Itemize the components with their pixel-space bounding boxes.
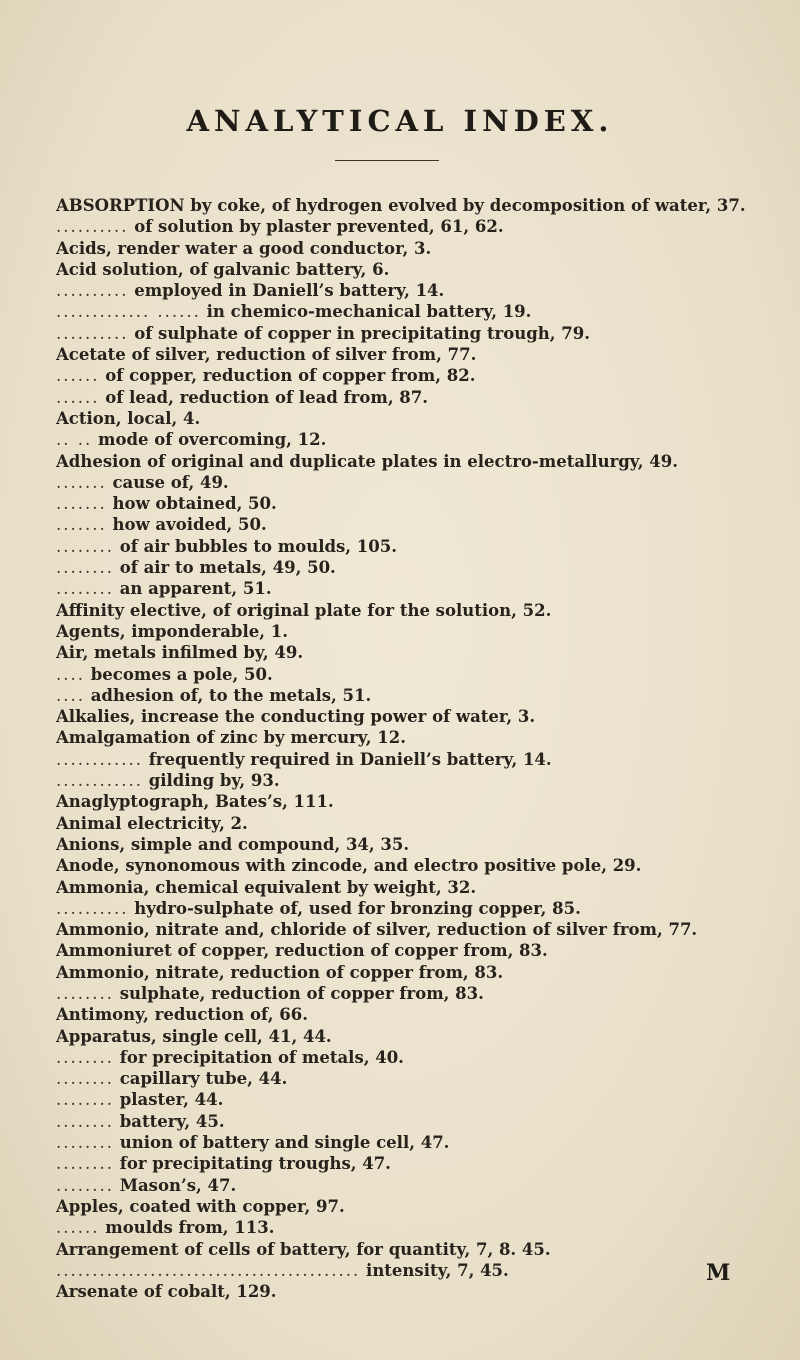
entry-text: of copper, reduction of copper from, 82. — [105, 366, 476, 386]
entry-leader-dots: ........ — [56, 1047, 114, 1067]
index-entry — [56, 919, 786, 940]
index-entry — [56, 1239, 786, 1260]
entry-leader-dots: .......................................... — [56, 1260, 361, 1280]
index-entry — [56, 280, 786, 301]
entry-leader-dots: ...... — [56, 1218, 100, 1238]
entry-text: Anions, simple and compound, 34, 35. — [56, 834, 410, 854]
index-entry — [56, 344, 786, 365]
entry-text: how avoided, 50. — [112, 515, 267, 535]
index-entry — [56, 493, 786, 514]
entry-text: how obtained, 50. — [112, 494, 277, 514]
entry-leader-dots: .......... — [56, 217, 129, 237]
index-entry — [56, 813, 786, 834]
entry-text: Acids, render water a good conductor, 3. — [56, 238, 432, 258]
entry-leader-dots: ........ — [56, 536, 114, 556]
entry-leader-dots: .. .. — [56, 430, 93, 450]
index-entry — [56, 578, 786, 599]
index-entry — [56, 685, 786, 706]
entry-text: Anode, synonomous with zincode, and electro positive pole, 29. — [56, 856, 642, 876]
entry-text: battery, 45. — [119, 1111, 225, 1131]
index-entry — [56, 600, 786, 621]
entry-text: an apparent, 51. — [119, 579, 272, 599]
entry-leader-dots: ........ — [56, 983, 114, 1003]
index-entry — [56, 706, 786, 727]
index-entry — [56, 216, 786, 237]
entry-text: Antimony, reduction of, 66. — [56, 1005, 308, 1025]
index-entry — [56, 323, 786, 344]
entry-leader-dots: ........ — [56, 558, 114, 578]
entry-text: union of battery and single cell, 47. — [119, 1133, 450, 1153]
entry-text: of lead, reduction of lead from, 87. — [105, 387, 429, 407]
entry-leader-dots: ........ — [56, 1090, 114, 1110]
entry-leader-dots: ...... — [56, 387, 100, 407]
signature-mark: M — [706, 1260, 731, 1286]
entry-leader-dots: ........ — [56, 1175, 114, 1195]
entry-leader-dots: ........ — [56, 1069, 114, 1089]
entry-text: Action, local, 4. — [56, 408, 201, 428]
entry-leader-dots: ........ — [56, 1133, 114, 1153]
entry-text: Air, metals infilmed by, 49. — [56, 643, 304, 663]
entry-text: Ammonia, chemical equivalent by weight, 32. — [56, 877, 477, 897]
index-entry — [56, 940, 786, 961]
entry-leader-dots: .......... — [56, 898, 129, 918]
entry-text: of air to metals, 49, 50. — [119, 558, 336, 578]
index-entry — [56, 387, 786, 408]
entry-text: in chemico-mechanical battery, 19. — [206, 302, 532, 322]
index-entry — [56, 365, 786, 386]
entry-leader-dots: ....... — [56, 472, 107, 492]
entry-text: Adhesion of original and duplicate plates in electro-metallurgy, 49. — [56, 451, 679, 471]
index-entry — [56, 1026, 786, 1047]
entry-leader-dots: ............ — [56, 771, 143, 791]
index-entry — [56, 770, 786, 791]
entry-text: hydro-sulphate of, used for bronzing copper, 85. — [134, 898, 581, 918]
entry-leader-dots: ........ — [56, 579, 114, 599]
entry-text: frequently required in Daniell’s battery, 14. — [148, 749, 552, 769]
entry-leader-dots: ....... — [56, 515, 107, 535]
index-entry — [56, 557, 786, 578]
entry-text: mode of overcoming, 12. — [97, 430, 327, 450]
index-entry — [56, 195, 786, 216]
entry-text: Amalgamation of zinc by mercury, 12. — [56, 728, 406, 748]
entry-leader-dots: .... — [56, 664, 85, 684]
entry-text: moulds from, 113. — [105, 1218, 275, 1238]
entry-text: cause of, 49. — [112, 472, 229, 492]
entry-text: Ammonio, nitrate and, chloride of silver, reduction of silver from, 77. — [56, 920, 698, 940]
entry-text: intensity, 7, 45. — [366, 1260, 509, 1280]
entry-leader-dots: ....... — [56, 494, 107, 514]
entry-leader-dots: ............. ...... — [56, 302, 201, 322]
index-entry — [56, 408, 786, 429]
entry-text: employed in Daniell’s battery, 14. — [134, 281, 445, 301]
entry-text: Agents, imponderable, 1. — [56, 621, 288, 641]
entry-text: for precipitating troughs, 47. — [119, 1154, 391, 1174]
entry-text: Apples, coated with copper, 97. — [56, 1196, 345, 1216]
entry-text: Acid solution, of galvanic battery, 6. — [56, 259, 390, 279]
index-entry — [56, 472, 786, 493]
entry-text: plaster, 44. — [119, 1090, 224, 1110]
index-entry — [56, 983, 786, 1004]
entry-text: of air bubbles to moulds, 105. — [119, 536, 397, 556]
entry-text: for precipitation of metals, 40. — [119, 1047, 404, 1067]
entry-text: ABSORPTION by coke, of hydrogen evolved by decomposition of water, 37. — [56, 196, 746, 215]
entry-text: gilding by, 93. — [148, 771, 280, 791]
index-entry — [56, 855, 786, 876]
page-title: ANALYTICAL INDEX. — [186, 104, 614, 138]
index-entry — [56, 791, 786, 812]
index-entry — [56, 1047, 786, 1068]
index-entry — [56, 898, 786, 919]
index-entry — [56, 1132, 786, 1153]
entry-text: Ammonio, nitrate, reduction of copper from, 83. — [56, 962, 504, 982]
entry-text: Apparatus, single cell, 41, 44. — [56, 1026, 332, 1046]
index-entry — [56, 1175, 786, 1196]
entry-text: Ammoniuret of copper, reduction of copper from, 83. — [56, 941, 548, 961]
index-entry — [56, 642, 786, 663]
entry-text: Anaglyptograph, Bates’s, 111. — [56, 792, 334, 812]
index-entry — [56, 536, 786, 557]
index-entry — [56, 962, 786, 983]
index-entry-list — [56, 195, 786, 1302]
index-entry — [56, 238, 786, 259]
index-entry — [56, 727, 786, 748]
entry-leader-dots: .......... — [56, 281, 129, 301]
index-entry — [56, 621, 786, 642]
index-entry — [56, 1111, 786, 1132]
entry-text: Mason’s, 47. — [119, 1175, 237, 1195]
entry-leader-dots: ...... — [56, 366, 100, 386]
entry-text: of solution by plaster prevented, 61, 62. — [134, 217, 504, 237]
title-underline — [335, 160, 439, 161]
entry-leader-dots: ........ — [56, 1154, 114, 1174]
entry-text: sulphate, reduction of copper from, 83. — [119, 983, 484, 1003]
index-entry — [56, 1004, 786, 1025]
index-entry — [56, 1196, 786, 1217]
index-entry — [56, 1068, 786, 1089]
index-entry — [56, 1153, 786, 1174]
entry-text: Alkalies, increase the conducting power of water, 3. — [56, 707, 536, 727]
index-entry — [56, 301, 786, 322]
index-entry — [56, 514, 786, 535]
index-entry — [56, 877, 786, 898]
entry-leader-dots: .... — [56, 685, 85, 705]
index-entry — [56, 664, 786, 685]
index-entry — [56, 1281, 786, 1302]
index-entry — [56, 749, 786, 770]
entry-leader-dots: .......... — [56, 323, 129, 343]
index-entry — [56, 1217, 786, 1238]
entry-text: Animal electricity, 2. — [56, 813, 248, 833]
entry-text: Arrangement of cells of battery, for quantity, 7, 8. 45. — [56, 1239, 551, 1259]
index-entry — [56, 451, 786, 472]
entry-text: Acetate of silver, reduction of silver from, 77. — [56, 345, 477, 365]
entry-text: adhesion of, to the metals, 51. — [90, 685, 372, 705]
entry-leader-dots: ........ — [56, 1111, 114, 1131]
entry-text: of sulphate of copper in precipitating trough, 79. — [134, 323, 590, 343]
index-entry — [56, 1089, 786, 1110]
index-entry — [56, 1260, 786, 1281]
entry-text: Affinity elective, of original plate for the solution, 52. — [56, 600, 552, 620]
index-entry — [56, 259, 786, 280]
entry-text: capillary tube, 44. — [119, 1069, 288, 1089]
index-entry — [56, 834, 786, 855]
index-entry — [56, 429, 786, 450]
entry-leader-dots: ............ — [56, 749, 143, 769]
entry-text: Arsenate of cobalt, 129. — [56, 1282, 277, 1302]
entry-text: becomes a pole, 50. — [90, 664, 273, 684]
